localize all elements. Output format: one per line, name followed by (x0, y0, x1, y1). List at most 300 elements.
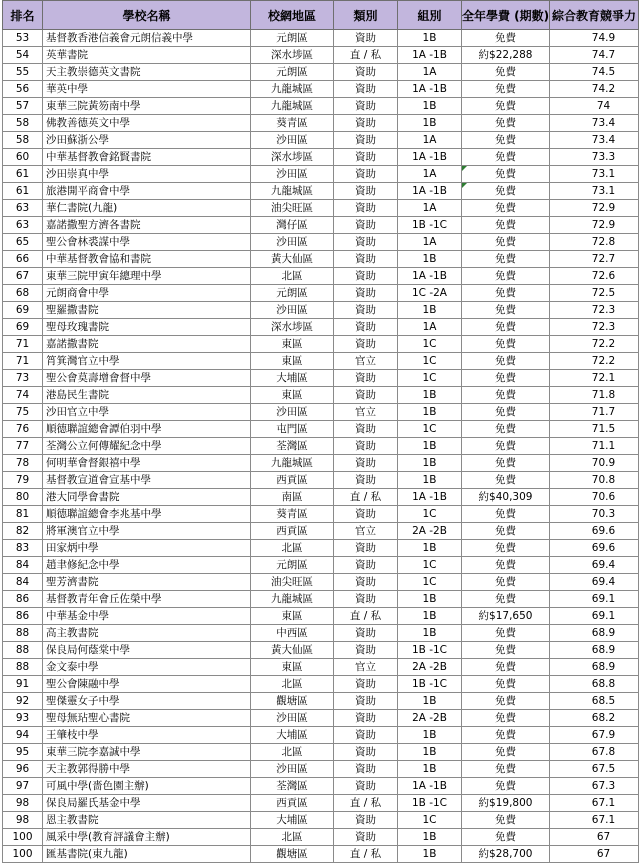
school-name-cell[interactable]: 嘉諾撒書院 (43, 336, 251, 353)
district-cell[interactable]: 大埔區 (251, 727, 334, 744)
fee-cell[interactable]: 免費 (462, 30, 550, 47)
district-cell[interactable]: 沙田區 (251, 710, 334, 727)
school-name-cell[interactable]: 華仁書院(九龍) (43, 200, 251, 217)
score-cell[interactable]: 73.4 (550, 115, 639, 132)
rank-cell[interactable]: 88 (3, 625, 43, 642)
school-name-cell[interactable]: 嘉諾撒聖方濟各書院 (43, 217, 251, 234)
score-cell[interactable]: 73.4 (550, 132, 639, 149)
district-cell[interactable]: 北區 (251, 744, 334, 761)
rank-cell[interactable]: 73 (3, 370, 43, 387)
school-name-cell[interactable]: 聖傑靈女子中學 (43, 693, 251, 710)
group-cell[interactable]: 1A (398, 234, 462, 251)
fee-cell[interactable]: 免費 (462, 557, 550, 574)
fee-cell[interactable]: 免費 (462, 64, 550, 81)
type-cell[interactable]: 資助 (334, 625, 398, 642)
rank-cell[interactable]: 94 (3, 727, 43, 744)
rank-cell[interactable]: 100 (3, 846, 43, 863)
type-cell[interactable]: 資助 (334, 455, 398, 472)
score-cell[interactable]: 70.9 (550, 455, 639, 472)
score-cell[interactable]: 68.2 (550, 710, 639, 727)
fee-cell[interactable]: 免費 (462, 387, 550, 404)
type-cell[interactable]: 資助 (334, 540, 398, 557)
group-cell[interactable]: 1B -1C (398, 217, 462, 234)
group-cell[interactable]: 1B (398, 727, 462, 744)
type-cell[interactable]: 官立 (334, 523, 398, 540)
district-cell[interactable]: 元朗區 (251, 285, 334, 302)
district-cell[interactable]: 沙田區 (251, 404, 334, 421)
fee-cell[interactable]: 免費 (462, 642, 550, 659)
type-cell[interactable]: 資助 (334, 778, 398, 795)
fee-cell[interactable]: 免費 (462, 149, 550, 166)
rank-cell[interactable]: 91 (3, 676, 43, 693)
district-cell[interactable]: 九龍城區 (251, 81, 334, 98)
fee-cell[interactable]: 免費 (462, 115, 550, 132)
district-cell[interactable]: 深水埗區 (251, 319, 334, 336)
header-group[interactable]: 組別 (398, 1, 462, 30)
group-cell[interactable]: 1A (398, 319, 462, 336)
rank-cell[interactable]: 82 (3, 523, 43, 540)
group-cell[interactable]: 1C (398, 370, 462, 387)
type-cell[interactable]: 資助 (334, 574, 398, 591)
group-cell[interactable]: 1B (398, 404, 462, 421)
score-cell[interactable]: 69.6 (550, 540, 639, 557)
fee-cell[interactable]: 免費 (462, 710, 550, 727)
rank-cell[interactable]: 63 (3, 200, 43, 217)
district-cell[interactable]: 中西區 (251, 625, 334, 642)
fee-cell[interactable]: 免費 (462, 336, 550, 353)
district-cell[interactable]: 九龍城區 (251, 455, 334, 472)
group-cell[interactable]: 1B -1C (398, 795, 462, 812)
type-cell[interactable]: 直 / 私 (334, 795, 398, 812)
district-cell[interactable]: 觀塘區 (251, 693, 334, 710)
fee-cell[interactable]: 免費 (462, 81, 550, 98)
score-cell[interactable]: 74.9 (550, 30, 639, 47)
school-name-cell[interactable]: 港島民生書院 (43, 387, 251, 404)
score-cell[interactable]: 72.9 (550, 200, 639, 217)
school-name-cell[interactable]: 聖母玫瑰書院 (43, 319, 251, 336)
rank-cell[interactable]: 86 (3, 608, 43, 625)
score-cell[interactable]: 72.3 (550, 319, 639, 336)
score-cell[interactable]: 69.1 (550, 608, 639, 625)
score-cell[interactable]: 69.6 (550, 523, 639, 540)
district-cell[interactable]: 南區 (251, 489, 334, 506)
district-cell[interactable]: 東區 (251, 387, 334, 404)
type-cell[interactable]: 直 / 私 (334, 608, 398, 625)
score-cell[interactable]: 68.9 (550, 659, 639, 676)
school-name-cell[interactable]: 聖公會陳融中學 (43, 676, 251, 693)
group-cell[interactable]: 1A (398, 64, 462, 81)
group-cell[interactable]: 1B (398, 744, 462, 761)
fee-cell[interactable]: 免費 (462, 523, 550, 540)
score-cell[interactable]: 67.3 (550, 778, 639, 795)
fee-cell[interactable]: 免費 (462, 268, 550, 285)
type-cell[interactable]: 資助 (334, 421, 398, 438)
fee-cell[interactable]: 免費 (462, 829, 550, 846)
score-cell[interactable]: 72.3 (550, 302, 639, 319)
rank-cell[interactable]: 75 (3, 404, 43, 421)
fee-cell[interactable]: 免費 (462, 540, 550, 557)
group-cell[interactable]: 1B (398, 251, 462, 268)
school-name-cell[interactable]: 佛教善德英文中學 (43, 115, 251, 132)
fee-cell[interactable]: 約$28,700 (462, 846, 550, 863)
district-cell[interactable]: 沙田區 (251, 132, 334, 149)
group-cell[interactable]: 1A (398, 132, 462, 149)
group-cell[interactable]: 1A -1B (398, 489, 462, 506)
school-name-cell[interactable]: 天主教崇德英文書院 (43, 64, 251, 81)
school-name-cell[interactable]: 聖母無玷聖心書院 (43, 710, 251, 727)
type-cell[interactable]: 資助 (334, 30, 398, 47)
rank-cell[interactable]: 79 (3, 472, 43, 489)
score-cell[interactable]: 72.6 (550, 268, 639, 285)
type-cell[interactable]: 資助 (334, 217, 398, 234)
group-cell[interactable]: 1B (398, 30, 462, 47)
rank-cell[interactable]: 96 (3, 761, 43, 778)
type-cell[interactable]: 資助 (334, 829, 398, 846)
type-cell[interactable]: 資助 (334, 506, 398, 523)
type-cell[interactable]: 資助 (334, 234, 398, 251)
group-cell[interactable]: 1B (398, 387, 462, 404)
type-cell[interactable]: 資助 (334, 251, 398, 268)
type-cell[interactable]: 資助 (334, 149, 398, 166)
score-cell[interactable]: 74.5 (550, 64, 639, 81)
score-cell[interactable]: 72.9 (550, 217, 639, 234)
group-cell[interactable]: 1B (398, 625, 462, 642)
rank-cell[interactable]: 97 (3, 778, 43, 795)
school-name-cell[interactable]: 順德聯誼總會李兆基中學 (43, 506, 251, 523)
type-cell[interactable]: 資助 (334, 285, 398, 302)
score-cell[interactable]: 72.8 (550, 234, 639, 251)
school-name-cell[interactable]: 聖芳濟書院 (43, 574, 251, 591)
school-name-cell[interactable]: 中華基督教會協和書院 (43, 251, 251, 268)
group-cell[interactable]: 1A (398, 166, 462, 183)
district-cell[interactable]: 元朗區 (251, 557, 334, 574)
rank-cell[interactable]: 58 (3, 115, 43, 132)
score-cell[interactable]: 72.2 (550, 353, 639, 370)
group-cell[interactable]: 1C (398, 421, 462, 438)
type-cell[interactable]: 資助 (334, 183, 398, 200)
school-name-cell[interactable]: 聖公會林裘謀中學 (43, 234, 251, 251)
district-cell[interactable]: 東區 (251, 353, 334, 370)
school-name-cell[interactable]: 保良局羅氏基金中學 (43, 795, 251, 812)
score-cell[interactable]: 71.8 (550, 387, 639, 404)
district-cell[interactable]: 九龍城區 (251, 591, 334, 608)
type-cell[interactable]: 資助 (334, 370, 398, 387)
rank-cell[interactable]: 83 (3, 540, 43, 557)
district-cell[interactable]: 北區 (251, 676, 334, 693)
rank-cell[interactable]: 98 (3, 795, 43, 812)
school-name-cell[interactable]: 王肇枝中學 (43, 727, 251, 744)
rank-cell[interactable]: 57 (3, 98, 43, 115)
score-cell[interactable]: 69.4 (550, 574, 639, 591)
district-cell[interactable]: 北區 (251, 268, 334, 285)
type-cell[interactable]: 資助 (334, 319, 398, 336)
school-name-cell[interactable]: 基督教香港信義會元朗信義中學 (43, 30, 251, 47)
district-cell[interactable]: 深水埗區 (251, 149, 334, 166)
fee-cell[interactable]: 免費 (462, 353, 550, 370)
type-cell[interactable]: 資助 (334, 166, 398, 183)
school-name-cell[interactable]: 東華三院李嘉誠中學 (43, 744, 251, 761)
score-cell[interactable]: 70.8 (550, 472, 639, 489)
fee-cell[interactable] (462, 183, 550, 200)
fee-cell[interactable]: 免費 (462, 421, 550, 438)
group-cell[interactable]: 1C (398, 812, 462, 829)
fee-cell[interactable]: 免費 (462, 319, 550, 336)
group-cell[interactable]: 1C (398, 336, 462, 353)
group-cell[interactable]: 1A -1B (398, 149, 462, 166)
group-cell[interactable]: 1A -1B (398, 47, 462, 64)
rank-cell[interactable]: 65 (3, 234, 43, 251)
fee-cell[interactable]: 免費 (462, 251, 550, 268)
score-cell[interactable]: 69.1 (550, 591, 639, 608)
school-name-cell[interactable]: 聖羅撒書院 (43, 302, 251, 319)
score-cell[interactable]: 74.2 (550, 81, 639, 98)
school-name-cell[interactable]: 趙聿修紀念中學 (43, 557, 251, 574)
fee-cell[interactable]: 約$19,800 (462, 795, 550, 812)
district-cell[interactable]: 油尖旺區 (251, 200, 334, 217)
rank-cell[interactable]: 98 (3, 812, 43, 829)
type-cell[interactable]: 資助 (334, 387, 398, 404)
school-name-cell[interactable]: 元朗商會中學 (43, 285, 251, 302)
group-cell[interactable]: 1B (398, 829, 462, 846)
district-cell[interactable]: 屯門區 (251, 421, 334, 438)
district-cell[interactable]: 西貢區 (251, 795, 334, 812)
school-name-cell[interactable]: 何明華會督銀禧中學 (43, 455, 251, 472)
group-cell[interactable]: 1A (398, 200, 462, 217)
school-name-cell[interactable]: 田家炳中學 (43, 540, 251, 557)
score-cell[interactable]: 73.3 (550, 149, 639, 166)
group-cell[interactable]: 1A -1B (398, 778, 462, 795)
school-name-cell[interactable]: 沙田蘇浙公學 (43, 132, 251, 149)
district-cell[interactable]: 黃大仙區 (251, 251, 334, 268)
type-cell[interactable]: 資助 (334, 64, 398, 81)
group-cell[interactable]: 1A -1B (398, 183, 462, 200)
group-cell[interactable]: 2A -2B (398, 710, 462, 727)
fee-cell[interactable]: 免費 (462, 625, 550, 642)
fee-cell[interactable]: 免費 (462, 574, 550, 591)
type-cell[interactable]: 官立 (334, 659, 398, 676)
type-cell[interactable]: 資助 (334, 727, 398, 744)
school-name-cell[interactable]: 東華三院甲寅年總理中學 (43, 268, 251, 285)
school-name-cell[interactable]: 荃灣公立何傳耀紀念中學 (43, 438, 251, 455)
score-cell[interactable]: 69.4 (550, 557, 639, 574)
header-rank[interactable]: 排名 (3, 1, 43, 30)
district-cell[interactable]: 觀塘區 (251, 846, 334, 863)
fee-cell[interactable]: 免費 (462, 472, 550, 489)
type-cell[interactable]: 資助 (334, 693, 398, 710)
rank-cell[interactable]: 80 (3, 489, 43, 506)
district-cell[interactable]: 沙田區 (251, 302, 334, 319)
district-cell[interactable]: 沙田區 (251, 761, 334, 778)
district-cell[interactable]: 西貢區 (251, 472, 334, 489)
district-cell[interactable]: 東區 (251, 336, 334, 353)
district-cell[interactable]: 北區 (251, 540, 334, 557)
district-cell[interactable]: 沙田區 (251, 166, 334, 183)
fee-cell[interactable]: 免費 (462, 778, 550, 795)
fee-cell[interactable]: 免費 (462, 744, 550, 761)
rank-cell[interactable]: 74 (3, 387, 43, 404)
district-cell[interactable]: 灣仔區 (251, 217, 334, 234)
score-cell[interactable]: 67 (550, 846, 639, 863)
fee-cell[interactable]: 免費 (462, 217, 550, 234)
rank-cell[interactable]: 100 (3, 829, 43, 846)
group-cell[interactable]: 1B (398, 98, 462, 115)
type-cell[interactable]: 資助 (334, 438, 398, 455)
score-cell[interactable]: 67.8 (550, 744, 639, 761)
type-cell[interactable]: 直 / 私 (334, 846, 398, 863)
group-cell[interactable]: 1B (398, 540, 462, 557)
district-cell[interactable]: 荃灣區 (251, 438, 334, 455)
header-district[interactable]: 校網地區 (251, 1, 334, 30)
district-cell[interactable]: 元朗區 (251, 30, 334, 47)
type-cell[interactable]: 資助 (334, 812, 398, 829)
type-cell[interactable]: 官立 (334, 404, 398, 421)
rank-cell[interactable]: 81 (3, 506, 43, 523)
district-cell[interactable]: 沙田區 (251, 234, 334, 251)
type-cell[interactable]: 資助 (334, 676, 398, 693)
school-name-cell[interactable]: 恩主教書院 (43, 812, 251, 829)
type-cell[interactable]: 資助 (334, 132, 398, 149)
school-name-cell[interactable]: 聖公會莫壽增會督中學 (43, 370, 251, 387)
rank-cell[interactable]: 63 (3, 217, 43, 234)
district-cell[interactable]: 荃灣區 (251, 778, 334, 795)
rank-cell[interactable]: 71 (3, 336, 43, 353)
school-name-cell[interactable]: 中華基金中學 (43, 608, 251, 625)
school-name-cell[interactable]: 匯基書院(東九龍) (43, 846, 251, 863)
rank-cell[interactable]: 55 (3, 64, 43, 81)
score-cell[interactable]: 71.1 (550, 438, 639, 455)
school-name-cell[interactable]: 順德聯誼總會譚伯羽中學 (43, 421, 251, 438)
rank-cell[interactable]: 56 (3, 81, 43, 98)
school-name-cell[interactable]: 英華書院 (43, 47, 251, 64)
type-cell[interactable]: 資助 (334, 744, 398, 761)
school-name-cell[interactable]: 金文泰中學 (43, 659, 251, 676)
group-cell[interactable]: 1B (398, 115, 462, 132)
school-name-cell[interactable]: 基督教青年會丘佐榮中學 (43, 591, 251, 608)
group-cell[interactable]: 1B (398, 761, 462, 778)
fee-cell[interactable]: 免費 (462, 659, 550, 676)
fee-cell[interactable]: 免費 (462, 200, 550, 217)
rank-cell[interactable]: 69 (3, 302, 43, 319)
type-cell[interactable]: 資助 (334, 557, 398, 574)
district-cell[interactable]: 油尖旺區 (251, 574, 334, 591)
group-cell[interactable]: 1B (398, 846, 462, 863)
type-cell[interactable]: 資助 (334, 336, 398, 353)
rank-cell[interactable]: 88 (3, 642, 43, 659)
district-cell[interactable]: 葵青區 (251, 506, 334, 523)
fee-cell[interactable]: 免費 (462, 727, 550, 744)
rank-cell[interactable]: 68 (3, 285, 43, 302)
rank-cell[interactable]: 86 (3, 591, 43, 608)
score-cell[interactable]: 73.1 (550, 166, 639, 183)
score-cell[interactable]: 68.9 (550, 625, 639, 642)
group-cell[interactable]: 1B (398, 608, 462, 625)
header-annual-fee[interactable]: 全年學費 (期數) (462, 1, 550, 30)
score-cell[interactable]: 67.1 (550, 795, 639, 812)
type-cell[interactable]: 直 / 私 (334, 489, 398, 506)
group-cell[interactable]: 1B (398, 693, 462, 710)
type-cell[interactable]: 資助 (334, 761, 398, 778)
fee-cell[interactable]: 免費 (462, 438, 550, 455)
fee-cell[interactable] (462, 166, 550, 183)
fee-cell[interactable]: 免費 (462, 812, 550, 829)
group-cell[interactable]: 1C -2A (398, 285, 462, 302)
rank-cell[interactable]: 60 (3, 149, 43, 166)
school-name-cell[interactable]: 基督教宣道會宣基中學 (43, 472, 251, 489)
group-cell[interactable]: 1C (398, 574, 462, 591)
type-cell[interactable]: 資助 (334, 81, 398, 98)
rank-cell[interactable]: 84 (3, 574, 43, 591)
fee-cell[interactable]: 免費 (462, 302, 550, 319)
group-cell[interactable]: 1A -1B (398, 268, 462, 285)
rank-cell[interactable]: 67 (3, 268, 43, 285)
school-name-cell[interactable]: 中華基督教會銘賢書院 (43, 149, 251, 166)
type-cell[interactable]: 資助 (334, 98, 398, 115)
score-cell[interactable]: 67 (550, 829, 639, 846)
score-cell[interactable]: 68.5 (550, 693, 639, 710)
type-cell[interactable]: 資助 (334, 115, 398, 132)
score-cell[interactable]: 74.7 (550, 47, 639, 64)
school-name-cell[interactable]: 將軍澳官立中學 (43, 523, 251, 540)
fee-cell[interactable]: 免費 (462, 591, 550, 608)
fee-cell[interactable]: 免費 (462, 234, 550, 251)
school-name-cell[interactable]: 沙田官立中學 (43, 404, 251, 421)
score-cell[interactable]: 72.7 (550, 251, 639, 268)
header-score[interactable]: 綜合教育競爭力 (550, 1, 639, 30)
score-cell[interactable]: 71.5 (550, 421, 639, 438)
rank-cell[interactable]: 66 (3, 251, 43, 268)
group-cell[interactable]: 1C (398, 506, 462, 523)
score-cell[interactable]: 72.2 (550, 336, 639, 353)
rank-cell[interactable]: 58 (3, 132, 43, 149)
school-name-cell[interactable]: 東華三院黃笏南中學 (43, 98, 251, 115)
type-cell[interactable]: 官立 (334, 353, 398, 370)
school-name-cell[interactable]: 天主教郭得勝中學 (43, 761, 251, 778)
score-cell[interactable]: 74 (550, 98, 639, 115)
district-cell[interactable]: 深水埗區 (251, 47, 334, 64)
group-cell[interactable]: 1B (398, 455, 462, 472)
district-cell[interactable]: 西貢區 (251, 523, 334, 540)
school-name-cell[interactable]: 筲箕灣官立中學 (43, 353, 251, 370)
group-cell[interactable]: 2A -2B (398, 659, 462, 676)
district-cell[interactable]: 九龍城區 (251, 183, 334, 200)
group-cell[interactable]: 1B -1C (398, 676, 462, 693)
school-name-cell[interactable]: 高主教書院 (43, 625, 251, 642)
district-cell[interactable]: 九龍城區 (251, 98, 334, 115)
fee-cell[interactable]: 免費 (462, 455, 550, 472)
school-name-cell[interactable]: 旅港開平商會中學 (43, 183, 251, 200)
group-cell[interactable]: 1B (398, 591, 462, 608)
type-cell[interactable]: 資助 (334, 591, 398, 608)
type-cell[interactable]: 資助 (334, 268, 398, 285)
school-name-cell[interactable]: 可風中學(嗇色園主辦) (43, 778, 251, 795)
rank-cell[interactable]: 61 (3, 183, 43, 200)
district-cell[interactable]: 黃大仙區 (251, 642, 334, 659)
fee-cell[interactable]: 免費 (462, 761, 550, 778)
district-cell[interactable]: 大埔區 (251, 370, 334, 387)
fee-cell[interactable]: 免費 (462, 285, 550, 302)
score-cell[interactable]: 70.6 (550, 489, 639, 506)
group-cell[interactable]: 1C (398, 557, 462, 574)
score-cell[interactable]: 72.1 (550, 370, 639, 387)
rank-cell[interactable]: 61 (3, 166, 43, 183)
school-name-cell[interactable]: 港大同學會書院 (43, 489, 251, 506)
fee-cell[interactable]: 免費 (462, 132, 550, 149)
rank-cell[interactable]: 54 (3, 47, 43, 64)
district-cell[interactable]: 東區 (251, 659, 334, 676)
district-cell[interactable]: 東區 (251, 608, 334, 625)
type-cell[interactable]: 直 / 私 (334, 47, 398, 64)
rank-cell[interactable]: 92 (3, 693, 43, 710)
